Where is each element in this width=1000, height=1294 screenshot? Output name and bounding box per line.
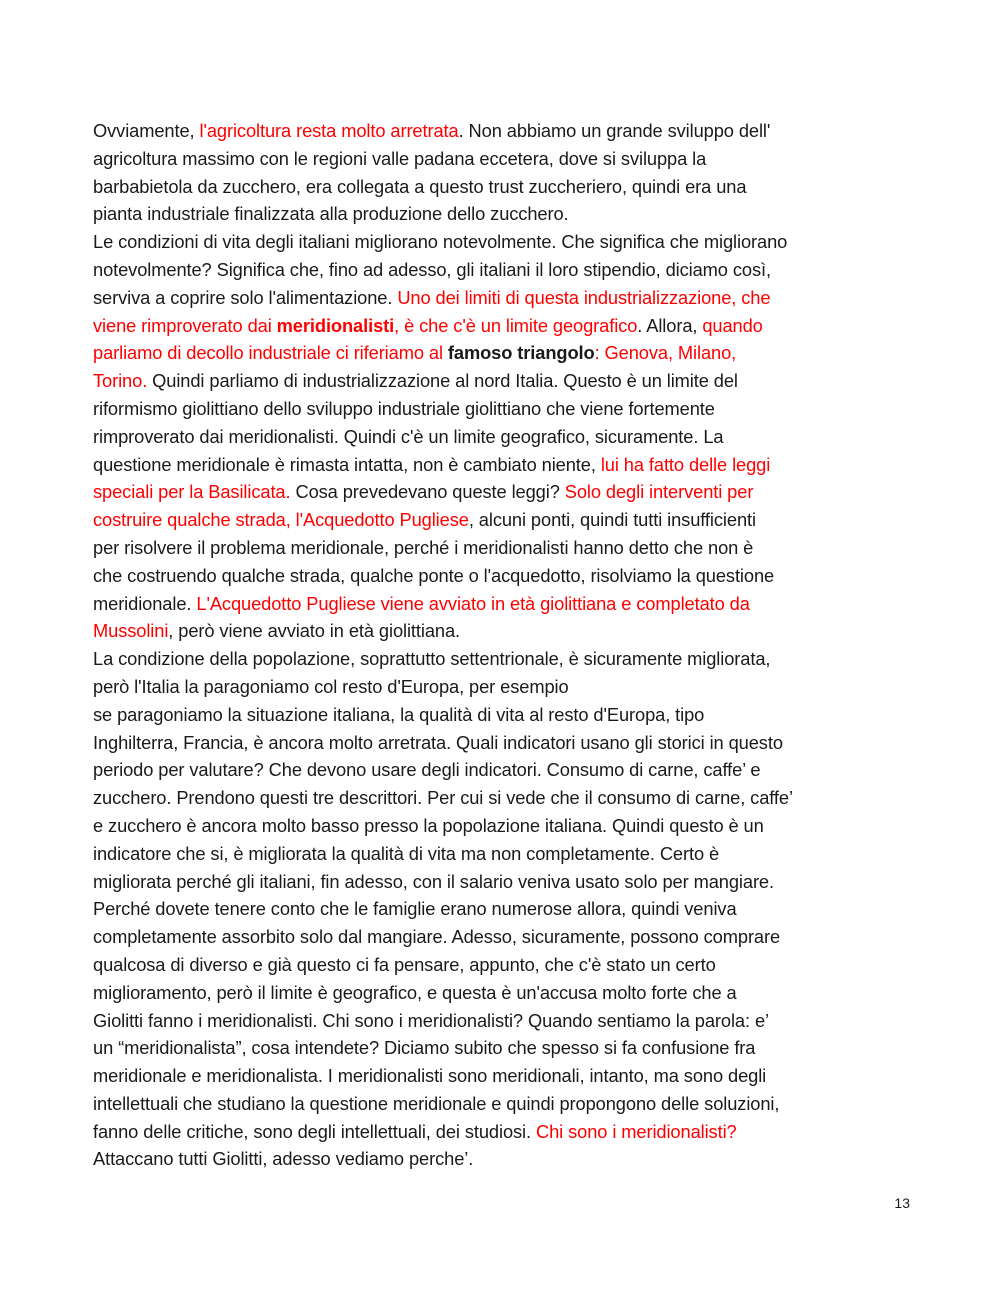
text-line <box>93 590 923 618</box>
text-segment: fanno delle critiche, sono degli intellettuali, dei studiosi. <box>93 1120 536 1142</box>
text-segment: però l'Italia la paragoniamo col resto d'Europa, per esempio <box>93 675 569 697</box>
text-segment: indicatore che si, è migliorata la qualità di vita ma non completamente. Certo è <box>93 842 720 864</box>
highlighted-text: lui ha fatto delle leggi <box>600 453 771 475</box>
text-line <box>93 145 923 173</box>
text-line <box>93 812 923 840</box>
page-number: 13 <box>894 1195 910 1211</box>
text-line <box>93 395 923 423</box>
highlighted-text: Solo degli interventi per <box>564 481 754 503</box>
text-segment: meridionale e meridionalista. I meridionalisti sono meridionali, intanto, ma sono degli <box>93 1065 767 1087</box>
text-line <box>93 840 923 868</box>
text-line <box>93 367 923 395</box>
text-line <box>93 1118 923 1146</box>
text-line <box>93 729 923 757</box>
text-segment: Quindi parliamo di industrializzazione al nord Italia. Questo è un limite del <box>147 370 738 392</box>
body-text <box>93 117 923 1173</box>
text-line <box>93 868 923 896</box>
text-line <box>93 923 923 951</box>
text-segment: Ovviamente, <box>93 120 200 141</box>
text-segment: periodo per valutare? Che devono usare degli indicatori. Consumo di carne, caffe’ e <box>93 759 761 781</box>
text-line <box>93 312 923 340</box>
text-line <box>93 173 923 201</box>
text-segment: serviva a coprire solo l'alimentazione. <box>93 286 398 308</box>
text-segment: . Allora, <box>637 314 703 336</box>
text-segment: intellettuali che studiano la questione meridionale e quindi propongono delle soluzioni, <box>93 1092 780 1114</box>
text-line <box>93 645 923 673</box>
highlighted-text: , è che c'è un limite geografico <box>394 314 638 336</box>
text-line <box>93 617 923 645</box>
text-segment: questione meridionale è rimasta intatta, non è cambiato niente, <box>93 453 601 475</box>
text-line <box>93 117 923 145</box>
highlighted-text: Mussolini <box>93 620 169 642</box>
text-line <box>93 951 923 979</box>
text-line <box>93 534 923 562</box>
text-line <box>93 506 923 534</box>
text-line <box>93 228 923 256</box>
highlighted-text: L'Acquedotto Pugliese viene avviato in età giolittiana e completato da <box>196 592 750 614</box>
text-segment: meridionale. <box>93 592 197 614</box>
text-line <box>93 701 923 729</box>
highlighted-text: parliamo di decollo industriale ci riferiamo al <box>93 342 448 364</box>
highlighted-text: Uno dei limiti di questa industrializzazione, che <box>397 286 771 308</box>
highlighted-text: costruire qualche strada, l'Acquedotto Pugliese <box>93 509 469 531</box>
text-line <box>93 673 923 701</box>
text-line <box>93 339 923 367</box>
text-line <box>93 1034 923 1062</box>
text-segment: barbabietola da zucchero, era collegata a questo trust zuccheriero, quindi era una <box>93 175 747 197</box>
text-segment: Perché dovete tenere conto che le famiglie erano numerose allora, quindi veniva <box>93 898 737 920</box>
text-segment: , però viene avviato in età giolittiana. <box>168 620 461 642</box>
text-segment: per risolvere il problema meridionale, perché i meridionalisti hanno detto che non è <box>93 536 754 558</box>
text-line <box>93 784 923 812</box>
text-segment: agricoltura massimo con le regioni valle padana eccetera, dove si sviluppa la <box>93 147 707 169</box>
text-segment: , alcuni ponti, quindi tutti insufficienti <box>468 509 756 531</box>
text-line <box>93 1062 923 1090</box>
text-segment: un “meridionalista”, cosa intendete? Diciamo subito che spesso si fa confusione fra <box>93 1037 756 1059</box>
text-segment: notevolmente? Significa che, fino ad adesso, gli italiani il loro stipendio, diciamo così, <box>93 258 771 280</box>
text-segment: Inghilterra, Francia, è ancora molto arretrata. Quali indicatori usano gli storici in questo <box>93 731 783 753</box>
text-segment: zucchero. Prendono questi tre descrittori. Per cui si vede che il consumo di carne, caffe’ <box>93 787 793 809</box>
text-line <box>93 256 923 284</box>
highlighted-text: l'agricoltura resta molto arretrata <box>199 120 459 141</box>
text-segment: che costruendo qualche strada, qualche ponte o l'acquedotto, risolviamo la questione <box>93 564 775 586</box>
text-segment: riformismo giolittiano dello sviluppo industriale giolittiano che viene fortemente <box>93 397 715 419</box>
text-segment: famoso triangolo <box>447 342 595 364</box>
highlighted-text: viene rimproverato dai <box>93 314 277 336</box>
text-segment: Attaccano tutti Giolitti, adesso vediamo perche’. <box>93 1148 474 1170</box>
highlighted-text: Torino. <box>93 370 148 392</box>
text-line <box>93 756 923 784</box>
text-line <box>93 478 923 506</box>
highlighted-text: meridionalisti <box>276 314 395 336</box>
text-line <box>93 451 923 479</box>
text-segment: se paragoniamo la situazione italiana, la qualità di vita al resto d'Europa, tipo <box>93 703 705 725</box>
text-line <box>93 979 923 1007</box>
text-segment: . Non abbiamo un grande sviluppo dell' <box>458 120 771 141</box>
text-segment: qualcosa di diverso e già questo ci fa pensare, appunto, che c'è stato un certo <box>93 953 716 975</box>
text-segment: pianta industriale finalizzata alla produzione dello zucchero. <box>93 203 569 225</box>
text-segment: rimproverato dai meridionalisti. Quindi c'è un limite geografico, sicuramente. La <box>93 425 724 447</box>
text-line <box>93 1007 923 1035</box>
text-segment: Giolitti fanno i meridionalisti. Chi sono i meridionalisti? Quando sentiamo la parola: e’ <box>93 1009 769 1031</box>
text-segment: e zucchero è ancora molto basso presso la popolazione italiana. Quindi questo è un <box>93 814 764 836</box>
text-line <box>93 284 923 312</box>
text-line <box>93 895 923 923</box>
text-line <box>93 200 923 228</box>
text-line <box>93 1145 923 1173</box>
text-segment: completamente assorbito solo dal mangiare. Adesso, sicuramente, possono comprare <box>93 926 781 948</box>
highlighted-text: speciali per la Basilicata. <box>93 481 291 503</box>
text-line <box>93 1090 923 1118</box>
highlighted-text: quando <box>702 314 763 336</box>
text-line <box>93 562 923 590</box>
text-segment: La condizione della popolazione, soprattutto settentrionale, è sicuramente migliorata, <box>93 648 771 670</box>
text-segment: Le condizioni di vita degli italiani migliorano notevolmente. Che significa che migliorano <box>93 231 788 253</box>
text-segment: Cosa prevedevano queste leggi? <box>290 481 565 503</box>
text-segment: migliorata perché gli italiani, fin adesso, con il salario veniva usato solo per mangiare. <box>93 870 774 892</box>
text-line <box>93 423 923 451</box>
highlighted-text: : Genova, Milano, <box>594 342 737 364</box>
highlighted-text: Chi sono i meridionalisti? <box>535 1120 737 1142</box>
text-segment: miglioramento, però il limite è geografico, e questa è un'accusa molto forte che a <box>93 981 737 1003</box>
